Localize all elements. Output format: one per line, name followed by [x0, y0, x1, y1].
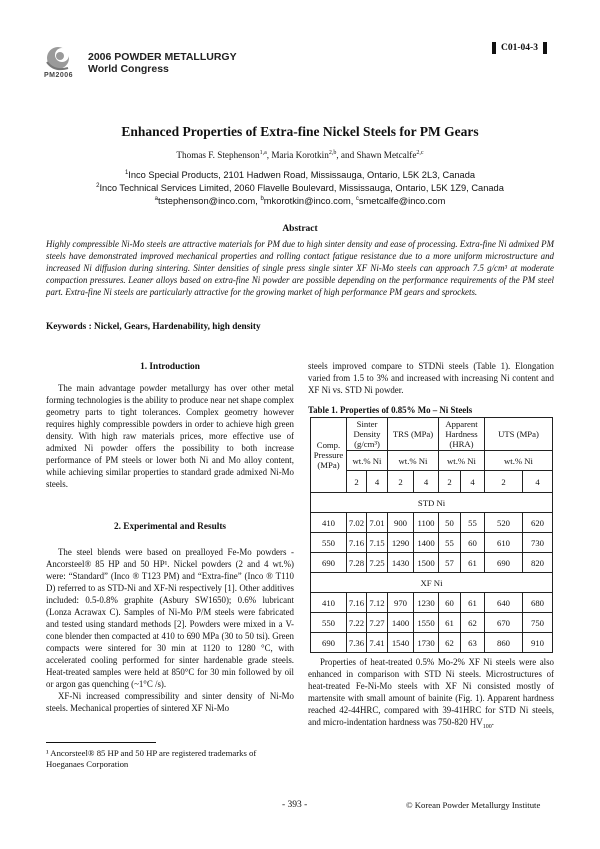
header-hardness: Apparent Hardness (HRA): [439, 418, 485, 451]
table-cell: 62: [461, 613, 485, 633]
experimental-paragraph-2: XF-Ni increased compressibility and sinter density of Ni-Mo steels. Mechanical properties of sintered XF Ni-Mo: [46, 691, 294, 713]
table-cell: 820: [523, 553, 553, 573]
affiliation-2: [0, 183, 600, 193]
table-cell: 7.16: [347, 593, 367, 613]
affiliation-2-sup: 2: [96, 182, 100, 189]
abstract-heading: Abstract: [282, 224, 318, 234]
table-cell: 7.25: [367, 553, 388, 573]
table-cell: 750: [523, 613, 553, 633]
table-cell: 61: [439, 613, 461, 633]
author-and: and: [340, 150, 355, 160]
table-cell: 1540: [388, 633, 414, 653]
author-1: Thomas F. Stephenson: [176, 150, 260, 160]
table-cell: 7.16: [347, 533, 367, 553]
properties-table: [310, 417, 553, 653]
table-row: [311, 593, 553, 613]
email-a: tstephenson@inco.com: [157, 196, 256, 206]
table-row: [311, 633, 553, 653]
table-cell: 60: [461, 533, 485, 553]
table-row: [311, 613, 553, 633]
table-cell: 7.36: [347, 633, 367, 653]
table-cell: 7.28: [347, 553, 367, 573]
results-paragraph-1: steels improved compare to STDNi steels (Table 1). Elongation varied from 1.5 to 3% and increased with increasing Ni content and XF Ni vs. STD Ni powder.: [308, 361, 554, 395]
table-cell: 1230: [414, 593, 439, 613]
table-cell: 1430: [388, 553, 414, 573]
intro-section: [46, 382, 294, 490]
table-cell: 1500: [414, 553, 439, 573]
copyright: © Korean Powder Metallurgy Institute: [406, 800, 541, 810]
subheader-wt-ni: wt.% Ni: [347, 451, 388, 471]
results-paragraph-2-end: .: [491, 717, 494, 727]
subheader-row: [311, 451, 553, 471]
author-3: Shawn Metcalfe: [356, 150, 417, 160]
table-cell: 730: [523, 533, 553, 553]
experimental-paragraph-1: The steel blends were based on prealloyed Fe-Mo powders - Ancorsteel® 85 HP and 50 HP¹. Nickel powders (2 and 4 wt.%) were: “Standard” (Inco ® T123 PM) and “Extra-fine” (Inco ® T110 D) referred to as STD-Ni and XF-Ni respectively [1]. Other additives included: 0.5-0.8% graphite (Asbury SW1650); 0.6% lubricant (Lonza Acrawax C). Samples of Ni-Mo P/M steels were fabricated and tested using standard methods [2]. Powders were mixed in a V-cone blender then compacted at 410 to 690 MPa (30 to 50 tsi). Green compacts were sintered for 30 min at 1120 to 1280 °C, with accelerated cooling performed for sinter hardenable grade steels. Heat-treated samples were held at 850°C for 30 min followed by oil or argon gas quenching (~1°C /s).: [46, 547, 294, 689]
intro-paragraph: The main advantage powder metallurgy has over other metal forming technologies is the ability to produce near net shape complex geometry parts to tight tolerances. Complex geometry however requires highly compressible powders in order to achieve high green density. With high raw materials prices, more effective use of admixed Ni powder offers the possibility to both increase performance of PM steels or lower both Ni and Mo alloy content, while achieving similar properties to standard grade admixed Ni-Mo steels.: [46, 383, 294, 489]
table-cell: 690: [311, 633, 347, 653]
ni-level-cell: 2: [388, 471, 414, 493]
logo-text: PM2006: [44, 72, 74, 79]
table-cell: 640: [485, 593, 523, 613]
table-cell: 61: [461, 593, 485, 613]
hardness-subscript: 100: [482, 723, 492, 730]
table-cell: 520: [485, 513, 523, 533]
table-cell: 690: [311, 553, 347, 573]
results-paragraph-2-text: Properties of heat-treated 0.5% Mo-2% XF Ni steels were also enhanced in comparison with STD Ni steels. Microstructures of heat-treated Fe-Ni-Mo steels with XF Ni consisted mostly of martensite with small amount of bainite (Fig. 1). Apparent hardness reached 42-44HRC, compared with 39-41HRC for STD Ni steels, and micro-indentation hardness was 750-820 HV: [308, 657, 554, 727]
table-cell: 1550: [414, 613, 439, 633]
table-cell: 7.27: [367, 613, 388, 633]
table-body: [311, 493, 553, 653]
email-c: smetcalfe@inco.com: [358, 196, 446, 206]
author-1-sup: 1,a: [259, 149, 267, 156]
table-cell: 610: [485, 533, 523, 553]
group-label: XF Ni: [311, 573, 553, 593]
table-cell: 1100: [414, 513, 439, 533]
table-cell: 1400: [414, 533, 439, 553]
subheader-wt-ni: wt.% Ni: [388, 451, 439, 471]
table-cell: 1290: [388, 533, 414, 553]
table-cell: 7.01: [367, 513, 388, 533]
paper-id-bar-left: [492, 42, 496, 54]
email-c-sup: c: [355, 195, 359, 202]
conference-title: 2006 POWDER METALLURGY: [88, 51, 237, 63]
table-cell: 7.02: [347, 513, 367, 533]
pm2006-logo: [44, 42, 80, 76]
ni-level-cell: 2: [439, 471, 461, 493]
group-label: STD Ni: [311, 493, 553, 513]
table-row: [311, 553, 553, 573]
paper-title: Enhanced Properties of Extra-fine Nickel Steels for PM Gears: [121, 124, 479, 139]
table-cell: 61: [461, 553, 485, 573]
paper-id: [492, 42, 547, 54]
table-cell: 7.41: [367, 633, 388, 653]
results-section-1: [308, 360, 554, 396]
table-cell: 55: [461, 513, 485, 533]
table-cell: 50: [439, 513, 461, 533]
table-cell: 410: [311, 513, 347, 533]
footnote: ¹ Ancorsteel® 85 HP and 50 HP are registered trademarks of Hoeganaes Corporation: [46, 748, 257, 769]
email-a-sup: a: [154, 195, 158, 202]
table-cell: 62: [439, 633, 461, 653]
affiliation-1-sup: 1: [124, 169, 129, 176]
ni-level-cell: 2: [347, 471, 367, 493]
table-row: [311, 533, 553, 553]
table-cell: 1730: [414, 633, 439, 653]
table-cell: 7.22: [347, 613, 367, 633]
header-density: Sinter Density (g/cm³): [347, 418, 388, 451]
table-cell: 670: [485, 613, 523, 633]
ni-level-cell: 4: [461, 471, 485, 493]
table-cell: 970: [388, 593, 414, 613]
author-2: Maria Korotkin: [271, 150, 329, 160]
group-header-row: [311, 493, 553, 513]
ni-level-cell: 2: [485, 471, 523, 493]
page-number: - 393 -: [282, 800, 308, 810]
table-cell: 910: [523, 633, 553, 653]
ni-level-cell: 4: [523, 471, 553, 493]
keywords: Keywords : Nickel, Gears, Hardenability, high density: [46, 322, 261, 332]
email-b-sup: b: [260, 195, 264, 202]
paper-id-text: C01-04-3: [501, 43, 538, 53]
subheader-wt-ni: wt.% Ni: [485, 451, 553, 471]
ni-level-cell: 4: [414, 471, 439, 493]
experimental-section: [46, 546, 294, 714]
ni-level-row: [311, 471, 553, 493]
author-list: Thomas F. Stephenson$^{1,a}$, Maria Korotkin$^{2,b}$, and Shawn Metcalfe$^{2,c}$: [176, 149, 424, 160]
table-cell: 690: [485, 553, 523, 573]
affiliation-1: [0, 170, 600, 180]
header-pressure: Comp. Pressure (MPa): [311, 418, 347, 493]
table-caption: Table 1. Properties of 0.85% Mo – Ni Steels: [308, 405, 473, 415]
table-row: [311, 513, 553, 533]
table-cell: 620: [523, 513, 553, 533]
ni-level-cell: 4: [367, 471, 388, 493]
paper-id-bar-right: [543, 42, 547, 54]
table-cell: 63: [461, 633, 485, 653]
author-emails: $^a$tstephenson@inco.com, $^b$mkorotkin@inco.com, $^c$smetcalfe@inco.com: [154, 195, 446, 206]
table-cell: 550: [311, 533, 347, 553]
results-paragraph-2: [308, 656, 554, 733]
affiliation-1-text: Inco Special Products, 2101 Hadwen Road, Mississauga, Ontario, L5K 2L3, Canada: [128, 170, 476, 180]
table-cell: 1400: [388, 613, 414, 633]
results-section-2: [308, 656, 554, 733]
conference-subtitle: World Congress: [88, 63, 169, 75]
intro-heading: 1. Introduction: [140, 362, 200, 372]
author-3-sup: 2,c: [416, 149, 424, 156]
email-b: mkorotkin@inco.com: [263, 196, 351, 206]
footnote-divider: [46, 742, 156, 743]
table-cell: 550: [311, 613, 347, 633]
header-trs: TRS (MPa): [388, 418, 439, 451]
abstract-text: Highly compressible Ni-Mo steels are attractive materials for PM due to high sinter density and ease of processing. Extra-fine Ni admixed PM steels have demonstrated improved mechanical properties and rolling contact fatigue resistance due to a more uniform microstructure and increased Ni diffusion during sintering. Sinter densities of single press single sinter XF Ni-Mo steels can approach 7.5 g/cm³ at moderate compaction pressures. Leaner alloys based on extra-fine Ni powder are possible depending on the performance requirements of the PM steel part. Extra-fine Ni steels are particularly attractive for the growing market of high performance PM gears and sprockets.: [46, 239, 554, 297]
header-uts: UTS (MPa): [485, 418, 553, 451]
table-cell: 900: [388, 513, 414, 533]
table-cell: 60: [439, 593, 461, 613]
table-cell: 7.12: [367, 593, 388, 613]
author-2-sup: 2,b: [328, 149, 337, 156]
experimental-heading: 2. Experimental and Results: [113, 522, 227, 532]
affiliation-2-text: Inco Technical Services Limited, 2060 Flavelle Boulevard, Mississauga, Ontario, L5K 1Z9, Canada: [99, 183, 504, 193]
table-cell: 680: [523, 593, 553, 613]
subheader-wt-ni: wt.% Ni: [439, 451, 485, 471]
table-cell: 860: [485, 633, 523, 653]
group-header-row: [311, 573, 553, 593]
table-cell: 57: [439, 553, 461, 573]
table-cell: 55: [439, 533, 461, 553]
table-cell: 410: [311, 593, 347, 613]
table-cell: 7.15: [367, 533, 388, 553]
